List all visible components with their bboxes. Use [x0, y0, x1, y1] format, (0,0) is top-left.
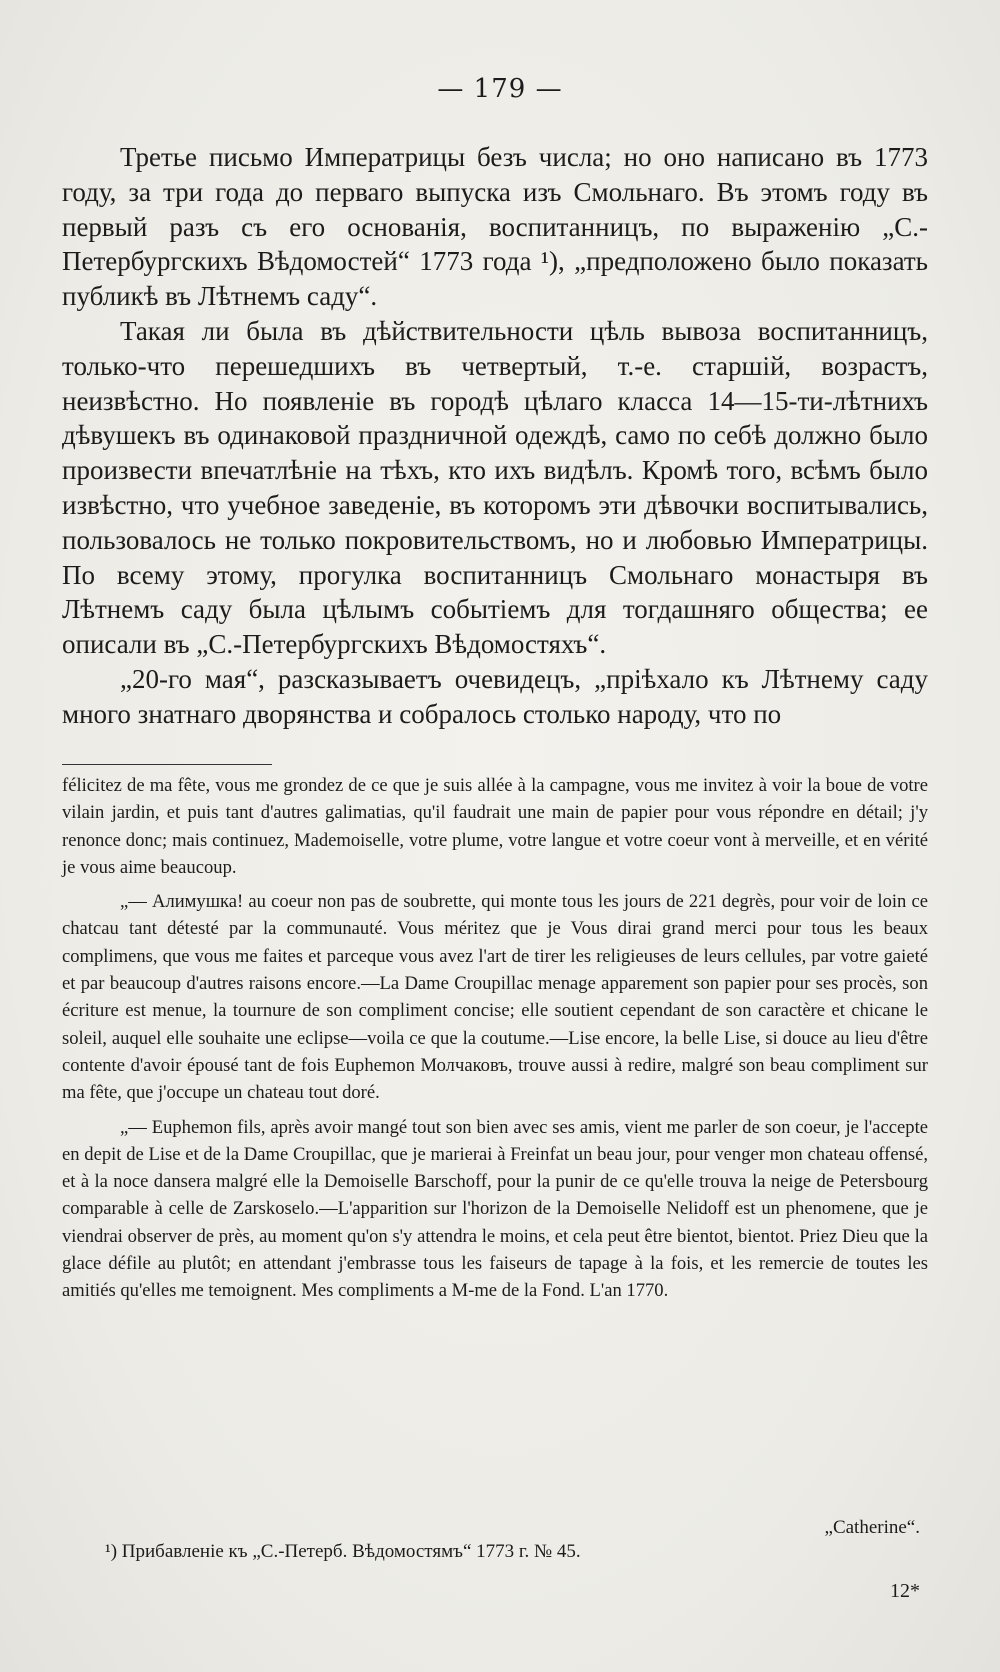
main-paragraph: „20-го мая“, разсказываетъ очевидецъ, „пріѣхало къ Лѣтнему саду много знатнаго дворянства и собралось столько народу, что по	[62, 663, 928, 729]
footnote-marker: ¹)	[105, 1541, 118, 1562]
main-paragraph: Третье письмо Императрицы безъ числа; но оно написано въ 1773 году, за три года до перваго выпуска изъ Смольнаго. Въ этомъ году въ первый разъ съ его основанія, воспитанницъ, по выраженію „С.-Петербургскихъ Вѣдомостей“ 1773 года ¹), „предположено было показать публикѣ въ Лѣтнемъ саду“.	[62, 142, 928, 312]
footnote	[105, 1541, 925, 1563]
letter-signature: „Catherine“.	[824, 1517, 920, 1538]
letter-text-block	[62, 772, 928, 1305]
page-number: — 179 —	[437, 74, 563, 104]
printer-signature-mark: 12*	[890, 1580, 920, 1602]
footnote-text: Прибавленіе къ „С.-Петерб. Вѣдомостямъ“ 1773 г. № 45.	[121, 1541, 581, 1562]
letter-paragraph: félicitez de ma fête, vous me grondez de ce que je suis allée à la campagne, vous me invitez à voir la boue de votre vilain jardin, et puis tant d'autres galimatias, qu'il faudrait une main de papier pour vous répondre en détail; j'y renonce donc; mais continuez, Mademoiselle, votre plume, votre langue et votre coeur vont à merveille, et en vérité je vous aime beaucoup.	[62, 775, 928, 878]
letter-paragraph: „— Алимушка! au coeur non pas de soubrette, qui monte tous les jours de 221 degrès, pour voir de loin ce chatcau tant détesté par la communauté. Vous méritez que je Vous dirai grand merci pour tous les beaux complimens, que vous me faites et parceque vous avez l'art de tirer les religieuses de leurs cellules, par votre gaieté et par beaucoup d'autres raisons encore.—La Dame Croupillac menage apparement son papier pour ses procès, son écriture est menue, la tournure de son compliment concise; elle soutient cependant de son caractère et chicane le soleil, auquel elle souhaite une eclipse—voila ce que la coutume.—Lise encore, la belle Lise, si douce au lieu d'être contente d'avoir épousé tant de fois Euphemon Молчаковъ, trouve aussi à redire, malgré son beau compliment sur ma fête, que j'occupe un chateau tout doré.	[62, 891, 928, 1104]
letter-paragraph: „— Euphemon fils, après avoir mangé tout son bien avec ses amis, vient me parler de son coeur, je l'accepte en depit de Lise et de la Dame Croupillac, que je marierai à Freinfat un beau jour, pour venger mon chateau offensé, et à la noce dansera malgré elle la Demoiselle Barschoff, pour la punir de ce qu'elle trouva la neige de Petersbourg comparable à celle de Zarskoselo.—L'apparition sur l'horizon de la Demoiselle Nelidoff est un phenomene, que je viendrai observer de près, au moment qu'on s'y attendra le moins, et cela peut être bientot, bientot. Priez Dieu que la glace défile au plutôt; en attendant j'embrasse tous les faiseurs de tapage à la fois, et les remercie de toutes les amitiés qu'elles me temoignent. Mes compliments a M-me de la Fond. L'an 1770.	[62, 1116, 928, 1302]
main-text-block	[62, 140, 928, 732]
main-paragraph: Такая ли была въ дѣйствительности цѣль вывоза воспитанницъ, только-что перешедшихъ въ четвертый, т.-е. старшій, возрастъ, неизвѣстно. Но появленіе въ городѣ цѣлаго класса 14—15-ти-лѣтнихъ дѣвушекъ въ одинаковой праздничной одеждѣ, само по себѣ должно было произвести впечатлѣніе на тѣхъ, кто ихъ видѣлъ. Кромѣ того, всѣмъ было извѣстно, что учебное заведеніе, въ которомъ эти дѣвочки воспитывались, пользовалось не только покровительствомъ, но и любовью Императрицы. По всему этому, прогулка воспитанницъ Смольнаго монастыря въ Лѣтнемъ саду была цѣлымъ событіемъ для тогдашняго общества; ее описали въ „С.-Петербургскихъ Вѣдомостяхъ“.	[62, 315, 928, 660]
footnote-separator	[62, 764, 272, 765]
